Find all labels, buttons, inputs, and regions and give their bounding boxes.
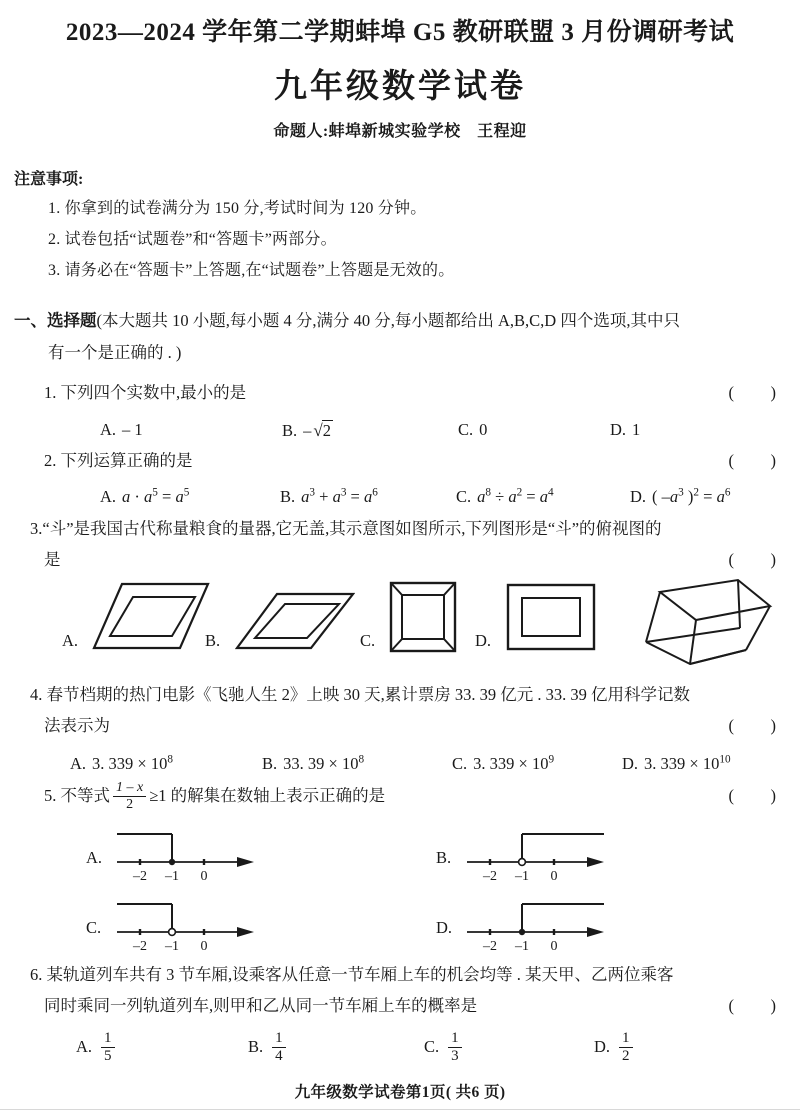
section-heading: [14, 305, 786, 369]
option-b[interactable]: [248, 1031, 289, 1066]
option-d[interactable]: [622, 749, 731, 780]
option-a[interactable]: [76, 1031, 118, 1066]
option-c[interactable]: [452, 749, 554, 780]
question-2: [44, 446, 786, 512]
option-c[interactable]: [458, 415, 487, 446]
option-d[interactable]: [594, 1031, 636, 1066]
notice-title: 注意事项:: [14, 171, 84, 188]
question-5: [44, 781, 786, 813]
question-3-stem: [30, 514, 786, 545]
question-1-answer-parens: ( ): [728, 383, 786, 402]
page-subtitle: 九年级数学试卷: [274, 69, 526, 105]
figure-label-c: C.: [360, 631, 376, 650]
svg-text:–1: –1: [165, 939, 179, 954]
numberline-left-open-icon: [112, 896, 272, 954]
question-5-answer-parens: ( ): [728, 786, 786, 805]
fraction-numerator: 1: [275, 1030, 283, 1047]
numberline-label-a: A.: [86, 848, 103, 867]
option-a[interactable]: [100, 415, 143, 446]
option-a[interactable]: [70, 749, 173, 780]
section-desc-line1: (本大题共 10 小题,每小题 4 分,满分 40 分,每小题都给出 A,B,C,D 四个选项,其中只: [96, 311, 680, 330]
option-b-value: – √2: [303, 420, 331, 440]
option-b[interactable]: [282, 415, 333, 447]
option-c-value: 0: [479, 419, 488, 439]
question-3-text-line2: 是: [44, 549, 61, 569]
question-3-answer-parens: ( ): [728, 549, 786, 569]
question-3-number: 3.: [30, 519, 43, 538]
option-d-label: D.: [630, 486, 647, 506]
question-4-text-line1: 春节档期的热门电影《飞驰人生 2》上映 30 天,累计票房 33. 39 亿元 . 33. 39 亿用科学记数: [46, 685, 690, 704]
svg-text:0: 0: [200, 939, 208, 954]
author-line: 命题人:蚌埠新城实验学校 王程迎: [273, 123, 527, 140]
question-1-options: [70, 415, 786, 449]
flat-parallelogram-ring-icon: [235, 590, 355, 652]
numberline-option-c[interactable]: [112, 896, 272, 954]
notice-item: 1. 你拿到的试卷满分为 150 分,考试时间为 120 分钟。: [48, 200, 427, 217]
question-4: [30, 680, 786, 779]
svg-text:0: 0: [550, 869, 558, 884]
notice-block: [14, 166, 786, 288]
question-2-answer-parens: ( ): [728, 451, 786, 470]
page-footer: 九年级数学试卷第1页( 共6 页): [294, 1084, 506, 1101]
question-2-options: [70, 482, 786, 512]
question-6-text-line1: 某轨道列车共有 3 节车厢,设乘客从任意一节车厢上车的机会均等 . 某天甲、乙两位乘客: [46, 965, 674, 984]
figure-label-b: B.: [205, 631, 221, 650]
parallelogram-ring-icon: [92, 578, 212, 654]
question-6-answer-parens: ( ): [728, 995, 786, 1015]
figure-option-d[interactable]: [505, 582, 597, 652]
option-b-label: B.: [280, 486, 296, 506]
footer-divider: [0, 1109, 800, 1110]
question-6-stem-line2: [44, 991, 786, 1022]
section-label: 一、选择题: [14, 311, 97, 330]
option-a-label: A.: [70, 754, 87, 774]
question-3-text-line1: “斗”是我国古代称量粮食的量器,它无盖,其示意图如图所示,下列图形是“斗”的俯视图的: [42, 519, 662, 538]
question-5-number: 5.: [44, 786, 57, 805]
option-a-value: – 1: [122, 419, 143, 439]
notice-item: 2. 试卷包括“试题卷”和“答题卡”两部分。: [48, 231, 337, 248]
question-6-stem: [30, 960, 786, 991]
figure-option-a[interactable]: [92, 578, 212, 654]
svg-text:–1: –1: [165, 869, 179, 884]
numberline-option-d[interactable]: [462, 896, 622, 954]
question-2-text: 下列运算正确的是: [60, 451, 193, 470]
option-d[interactable]: [630, 482, 730, 513]
option-a-label: A.: [100, 486, 117, 506]
section-desc-line2: 有一个是正确的 . ): [48, 343, 182, 363]
svg-text:–1: –1: [515, 939, 529, 954]
option-c-label: C.: [458, 419, 474, 439]
question-2-number: 2.: [44, 451, 57, 470]
option-a-label: A.: [76, 1037, 93, 1057]
question-2-stem: [44, 446, 786, 477]
question-5-text-prefix: 不等式: [60, 786, 110, 805]
option-c[interactable]: [456, 482, 554, 513]
question-4-text-line2: 法表示为: [44, 715, 110, 735]
option-b-value: $a^3 + a^3 = a^6$: [301, 486, 378, 506]
square-frustum-top-view-icon: [388, 580, 458, 654]
question-4-stem-line2: [44, 711, 786, 742]
notice-item: 3. 请务必在“答题卡”上答题,在“试题卷”上答题是无效的。: [48, 262, 455, 279]
option-c-value: 3. $339 \times 10^9$: [473, 753, 555, 774]
question-3-figures: [30, 576, 786, 681]
question-5-numberlines: [44, 826, 786, 956]
svg-text:0: 0: [550, 939, 558, 954]
dou-frustum-3d-icon: [618, 576, 773, 676]
question-6: [30, 960, 786, 1075]
fraction-numerator: 1 – x: [116, 780, 144, 796]
question-4-number: 4.: [30, 685, 43, 704]
numberline-label-d: D.: [436, 918, 453, 937]
question-1: [44, 378, 786, 449]
question-1-number: 1.: [44, 383, 57, 402]
fraction-denominator: 4: [272, 1047, 286, 1065]
option-d[interactable]: [610, 415, 640, 446]
option-c-label: C.: [424, 1037, 440, 1057]
svg-text:–1: –1: [515, 869, 529, 884]
option-b-label: B.: [248, 1037, 264, 1057]
question-4-stem: [30, 680, 786, 711]
option-d-value: 1: [632, 419, 641, 439]
option-d-value: ( $-a^3$ )$^2 = a^6$: [652, 486, 731, 506]
option-c-value: $a^8 \div a^2 = a^4$: [477, 486, 554, 506]
option-a[interactable]: [100, 482, 189, 513]
question-4-answer-parens: ( ): [728, 715, 786, 735]
option-a-value: $a \cdot a^5 = a^5$: [122, 486, 190, 506]
option-c[interactable]: [424, 1031, 465, 1066]
option-a-fraction: [101, 1030, 115, 1065]
fraction-denominator: 3: [448, 1047, 462, 1065]
option-d-value: 3. $339 \times 10^{10}$: [644, 753, 731, 774]
question-5-stem: [44, 781, 786, 813]
question-5-text-suffix: ≥1 的解集在数轴上表示正确的是: [149, 786, 386, 805]
fraction-denominator: 5: [101, 1047, 115, 1065]
option-a-value: 3. $339 \times 10^8$: [92, 753, 173, 774]
fraction-denominator: 2: [113, 796, 146, 813]
fraction-numerator: 1: [451, 1030, 459, 1047]
question-3: [30, 514, 786, 575]
option-a-label: A.: [100, 419, 117, 439]
fraction-denominator: 2: [619, 1047, 633, 1065]
numberline-left-closed-icon: [112, 826, 272, 884]
question-1-text: 下列四个实数中,最小的是: [60, 383, 247, 402]
option-c-fraction: [448, 1030, 462, 1065]
option-c-label: C.: [456, 486, 472, 506]
svg-text:–2: –2: [133, 869, 147, 884]
question-3-stem-line2: [44, 545, 786, 576]
option-b[interactable]: [280, 482, 378, 513]
option-c-label: C.: [452, 754, 468, 774]
option-d-label: D.: [622, 754, 639, 774]
numberline-option-b[interactable]: [462, 826, 622, 884]
option-d-label: D.: [610, 419, 627, 439]
svg-text:–2: –2: [483, 939, 497, 954]
option-b[interactable]: [262, 749, 364, 780]
figure-option-b[interactable]: [235, 590, 355, 652]
fraction-numerator: 1: [104, 1030, 112, 1047]
numberline-right-open-icon: [462, 826, 622, 884]
option-d-label: D.: [594, 1037, 611, 1057]
option-b-label: B.: [262, 754, 278, 774]
question-6-text-line2: 同时乘同一列轨道列车,则甲和乙从同一节车厢上车的概率是: [44, 995, 478, 1015]
dou-illustration: [618, 576, 773, 676]
inequality-fraction: [113, 780, 146, 812]
rectangle-ring-icon: [505, 582, 597, 652]
option-d-fraction: [619, 1030, 633, 1065]
svg-text:–2: –2: [133, 939, 147, 954]
figure-label-d: D.: [475, 631, 492, 650]
question-6-number: 6.: [30, 965, 43, 984]
option-b-label: B.: [282, 420, 298, 440]
numberline-option-a[interactable]: [112, 826, 272, 884]
fraction-numerator: 1: [622, 1030, 630, 1047]
question-1-stem: [44, 378, 786, 409]
numberline-label-c: C.: [86, 918, 102, 937]
page-title: 2023—2024 学年第二学期蚌埠 G5 教研联盟 3 月份调研考试: [65, 19, 735, 46]
option-b-fraction: [272, 1030, 286, 1065]
option-b-value: 33. $39 \times 10^8$: [283, 753, 365, 774]
svg-text:0: 0: [200, 869, 208, 884]
figure-label-a: A.: [62, 631, 79, 650]
question-6-options: [76, 1031, 786, 1075]
numberline-label-b: B.: [436, 848, 452, 867]
question-4-options: [70, 749, 786, 779]
svg-text:–2: –2: [483, 869, 497, 884]
figure-option-c[interactable]: [388, 580, 458, 654]
numberline-right-closed-icon: [462, 896, 622, 954]
